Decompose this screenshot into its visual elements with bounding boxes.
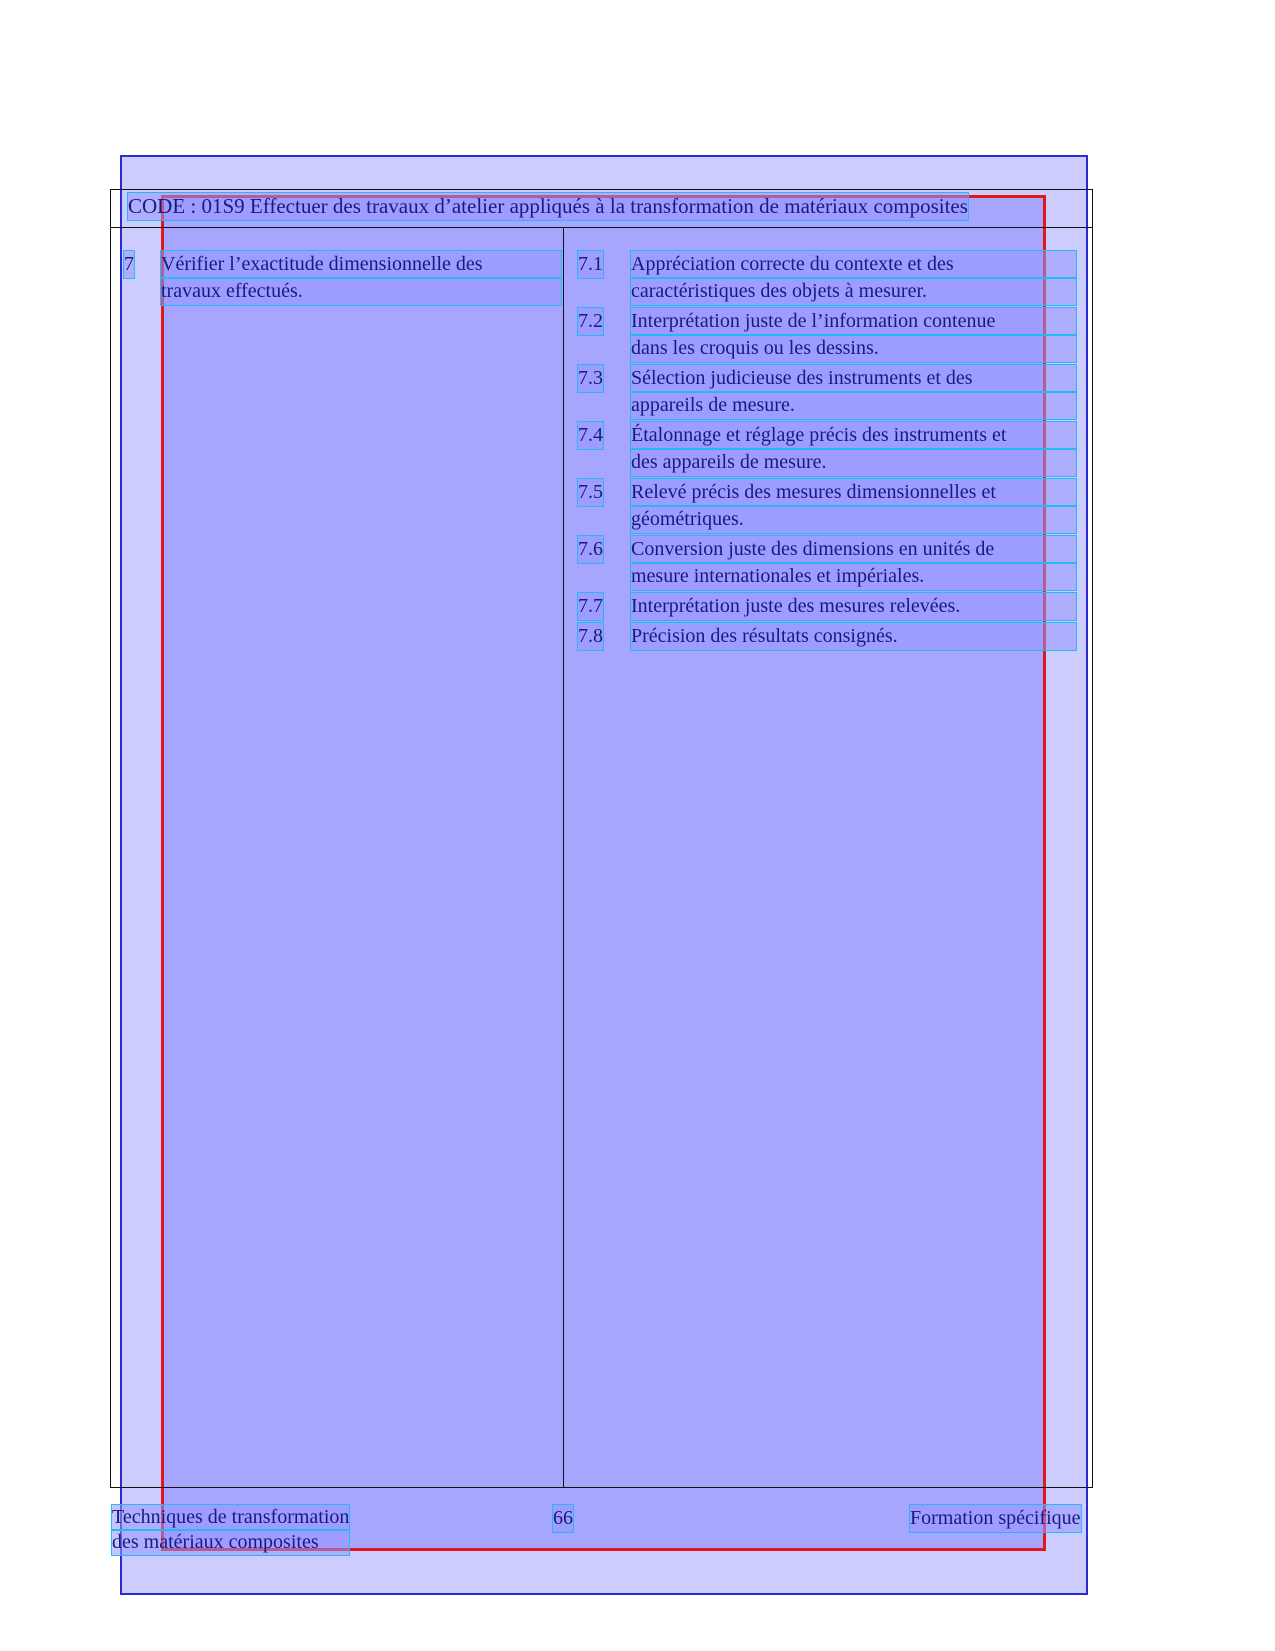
criterion-line: Interprétation juste de l’information contenue [631, 308, 1076, 335]
criterion-number: 7.3 [578, 365, 603, 392]
criterion-line: mesure internationales et impériales. [631, 563, 1076, 590]
criterion-number: 7.2 [578, 308, 603, 335]
criterion-number: 7.7 [578, 593, 603, 620]
header-rule [110, 227, 1093, 228]
criterion-number: 7.4 [578, 422, 603, 449]
criterion-line: géométriques. [631, 506, 1076, 533]
footer-left-line: des matériaux composites [112, 1530, 349, 1555]
criterion-line: des appareils de mesure. [631, 449, 1076, 476]
criterion-number: 7.5 [578, 479, 603, 506]
footer-left-line: Techniques de transformation [112, 1506, 350, 1528]
criterion-line: Sélection judicieuse des instruments et des [631, 365, 1076, 392]
criterion-line: Relevé précis des mesures dimensionnelles et [631, 479, 1076, 506]
task-line: travaux effectués. [161, 278, 561, 305]
criterion-line: Conversion juste des dimensions en unités de [631, 536, 1076, 563]
footer-program-title [112, 1505, 349, 1555]
footer-section: Formation spécifique [910, 1505, 1081, 1532]
criterion-line: caractéristiques des objets à mesurer. [631, 278, 1076, 305]
task-line: Vérifier l’exactitude dimensionnelle des [161, 251, 561, 278]
criterion-line: appareils de mesure. [631, 392, 1076, 419]
criterion-line: Précision des résultats consignés. [631, 623, 1076, 650]
task-description [161, 251, 561, 305]
criterion-line: Étalonnage et réglage précis des instruments et [631, 422, 1076, 449]
task-number: 7 [124, 251, 134, 278]
criterion-number: 7.1 [578, 251, 603, 278]
criterion-line: Interprétation juste des mesures relevées. [631, 593, 1076, 620]
criterion-line: Appréciation correcte du contexte et des [631, 251, 1076, 278]
criterion-number: 7.8 [578, 623, 603, 650]
competency-code-title: CODE : 01S9 Effectuer des travaux d’atelier appliqués à la transformation de matériaux composites [128, 194, 968, 218]
column-divider [563, 228, 564, 1488]
criterion-number: 7.6 [578, 536, 603, 563]
criterion-line: dans les croquis ou les dessins. [631, 335, 1076, 362]
page-number: 66 [553, 1505, 573, 1532]
